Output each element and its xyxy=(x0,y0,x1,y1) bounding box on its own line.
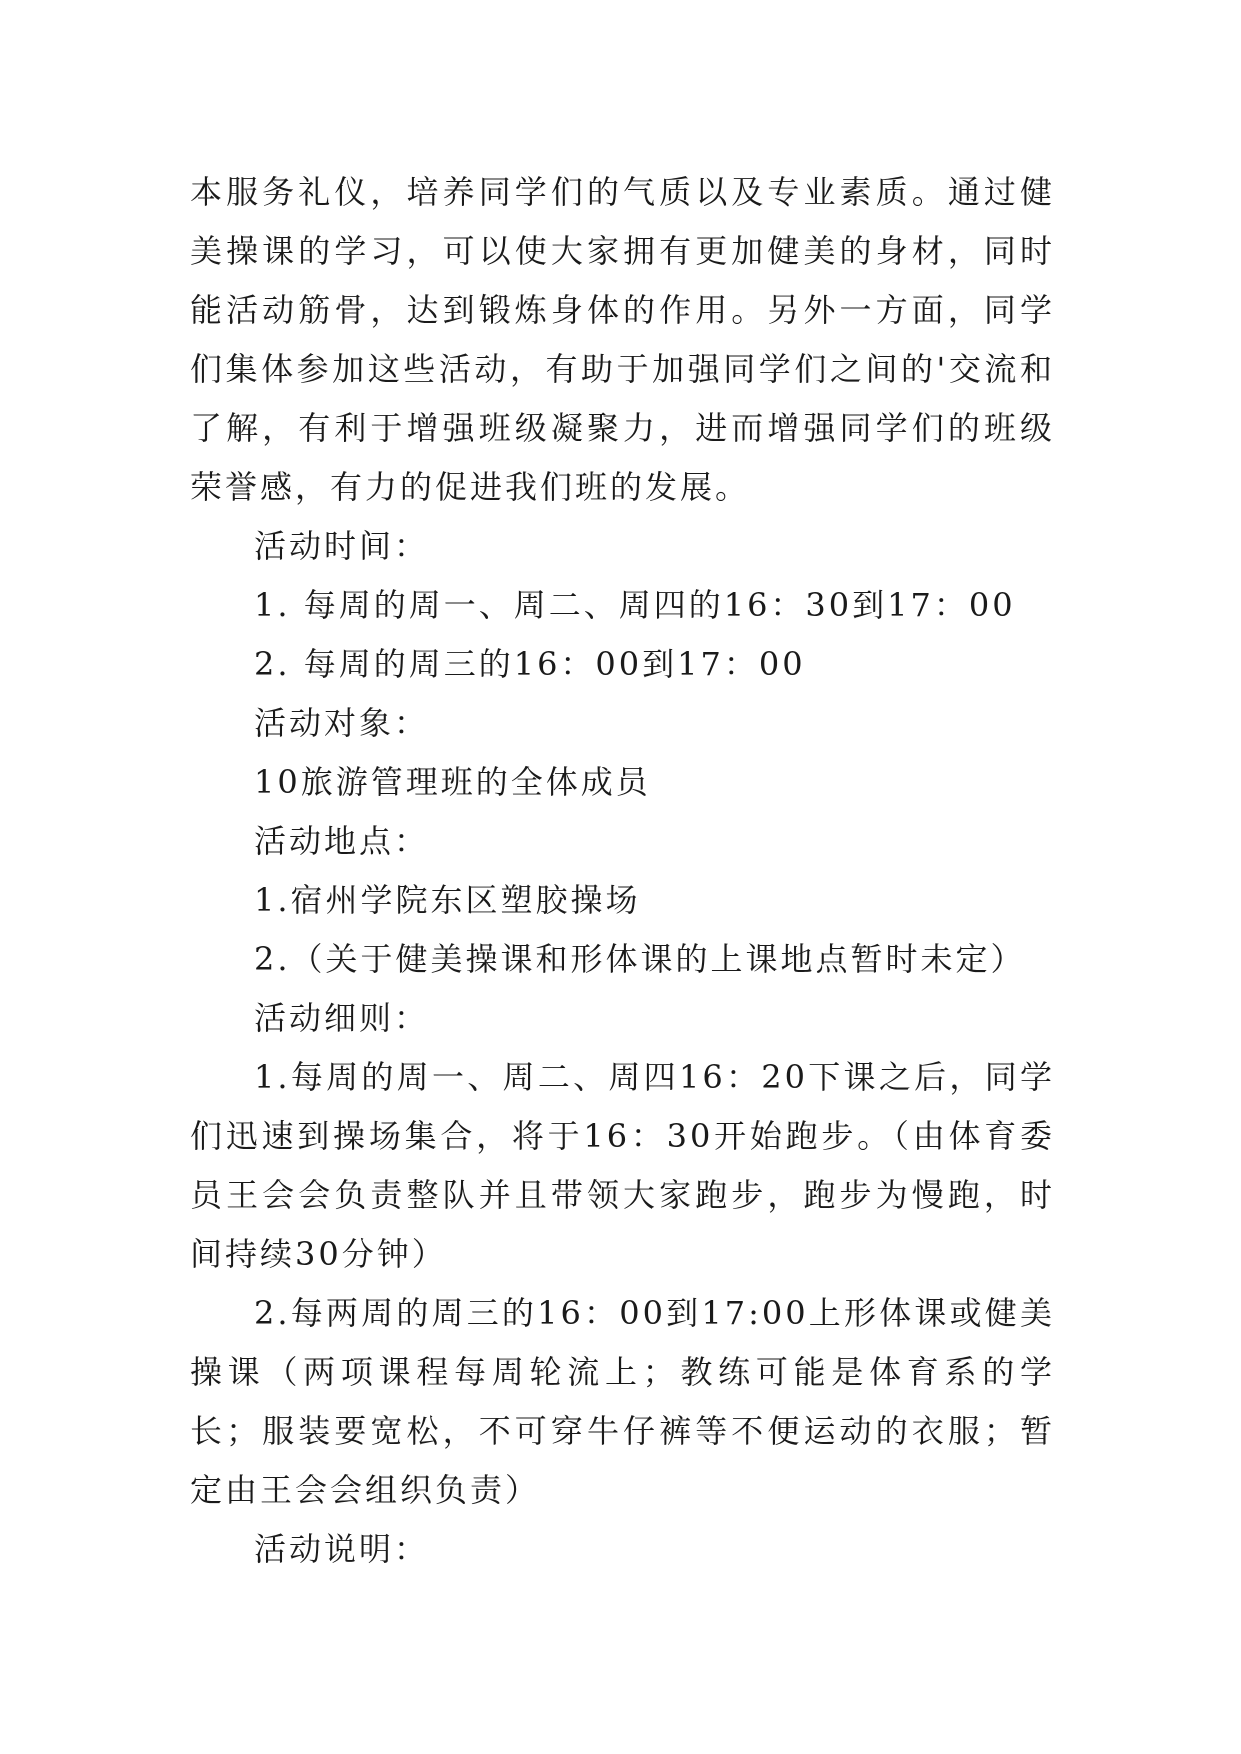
document-body xyxy=(190,163,1055,1579)
paragraph-target: 10旅游管理班的全体成员 xyxy=(254,763,651,801)
heading-activity-target: 活动对象： xyxy=(254,704,430,742)
list-item-time-2: 2. 每周的周三的16：00到17：00 xyxy=(254,645,806,683)
paragraph-intro-continued: 本服务礼仪，培养同学们的气质以及专业素质。通过健美操课的学习，可以使大家拥有更加健美的身材，同时能活动筋骨，达到锻炼身体的作用。另外一方面，同学们集体参加这些活动，有助于加强同学们之间的'交流和了解，有利于增强班级凝聚力，进而增强同学们的班级荣誉感，有力的促进我们班的发展。 xyxy=(190,173,1055,506)
heading-activity-notes: 活动说明： xyxy=(254,1530,430,1568)
list-item-location-2: 2.（关于健美操课和形体课的上课地点暂时未定） xyxy=(254,940,1026,978)
list-item-time-1: 1. 每周的周一、周二、周四的16：30到17：00 xyxy=(254,586,1016,624)
list-item-rule-2: 2.每两周的周三的16：00到17:00上形体课或健美操课（两项课程每周轮流上；教练可能是体育系的学长；服装要宽松，不可穿牛仔裤等不便运动的衣服；暂定由王会会组织负责） xyxy=(190,1294,1055,1509)
heading-activity-location: 活动地点： xyxy=(254,822,430,860)
heading-activity-time: 活动时间： xyxy=(254,527,430,565)
heading-activity-rules: 活动细则： xyxy=(254,999,430,1037)
list-item-rule-1: 1.每周的周一、周二、周四16：20下课之后，同学们迅速到操场集合，将于16：30开始跑步。（由体育委员王会会负责整队并且带领大家跑步，跑步为慢跑，时间持续30分钟） xyxy=(190,1058,1055,1273)
list-item-location-1: 1.宿州学院东区塑胶操场 xyxy=(254,881,641,919)
